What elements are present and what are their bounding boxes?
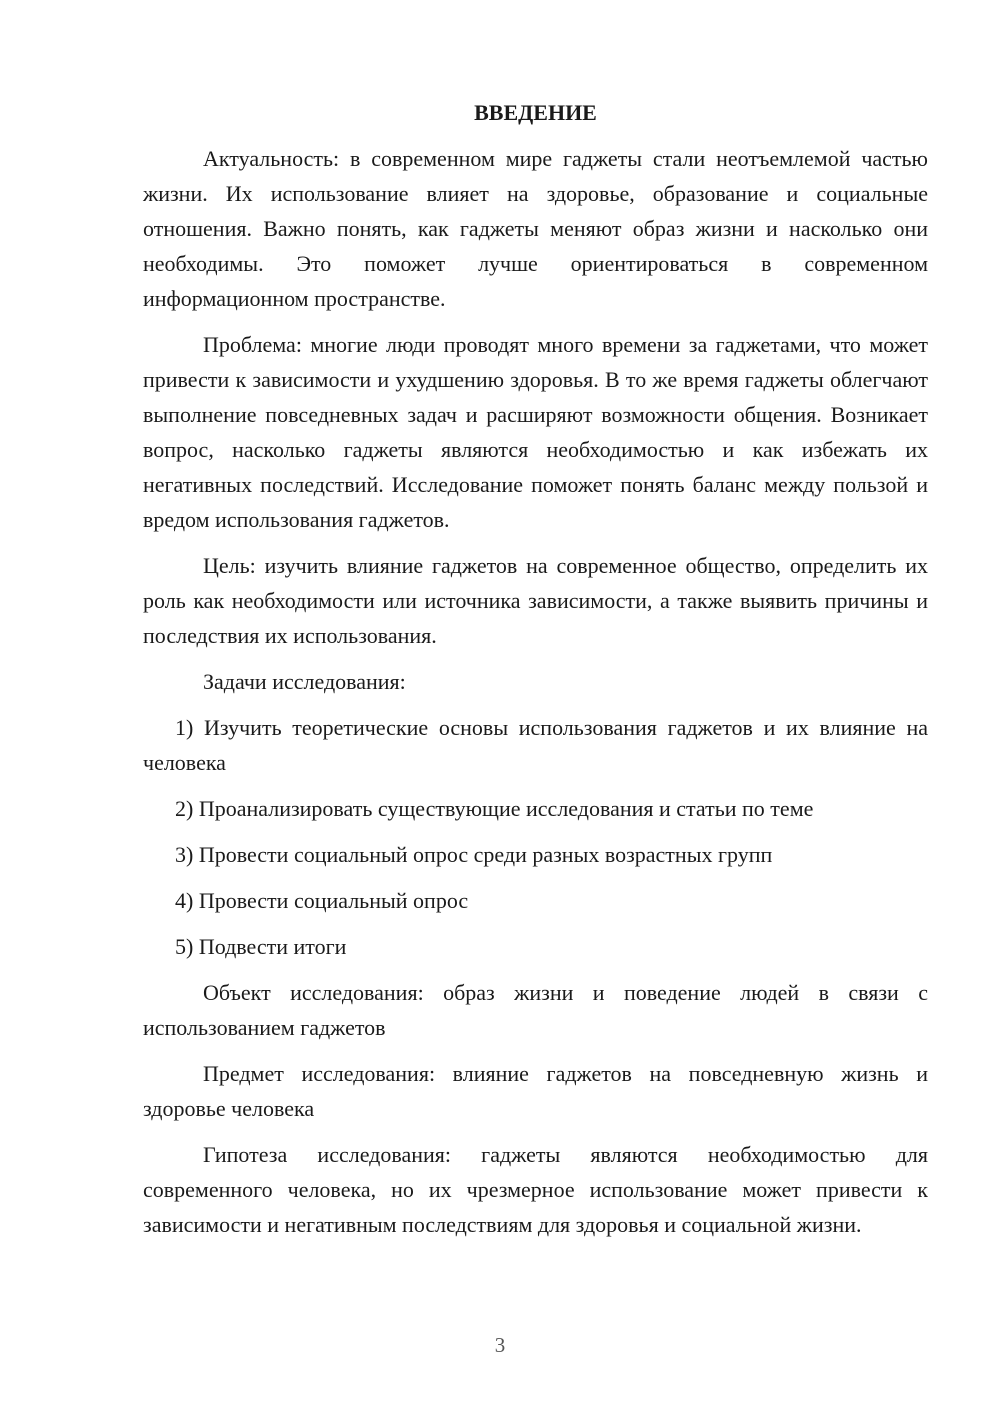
paragraph-hypothesis: Гипотеза исследования: гаджеты являются необходимостью для современного человека, но их чрезмерное использование может привести к зависимости и негативным последствиям для здоровья и социальной жизни.: [143, 1142, 928, 1237]
paragraph-goal: Цель: изучить влияние гаджетов на современное общество, определить их роль как необходимости или источника зависимости, а также выявить причины и последствия их использования.: [143, 553, 928, 648]
document-page: [143, 95, 928, 1253]
task-item: 2) Проанализировать существующие исследования и статьи по теме: [175, 796, 814, 821]
task-item: 5) Подвести итоги: [175, 934, 347, 959]
page-number: 3: [494, 1333, 506, 1357]
section-title: ВВЕДЕНИЕ: [474, 100, 597, 125]
task-item: 1) Изучить теоретические основы использования гаджетов и их влияние на человека: [143, 715, 928, 775]
paragraph-actuality: Актуальность: в современном мире гаджеты стали неотъемлемой частью жизни. Их использование влияет на здоровье, образование и социальные отношения. Важно понять, как гаджеты меняют образ жизни и насколько они необходимы. Это поможет лучше ориентироваться в современном информационном пространстве.: [143, 146, 928, 311]
paragraph-problem: Проблема: многие люди проводят много времени за гаджетами, что может привести к зависимости и ухудшению здоровья. В то же время гаджеты облегчают выполнение повседневных задач и расширяют возможности общения. Возникает вопрос, насколько гаджеты являются необходимостью и как избежать их негативных последствий. Исследование поможет понять баланс между пользой и вредом использования гаджетов.: [143, 332, 928, 532]
task-item: 4) Провести социальный опрос: [175, 888, 469, 913]
task-item: 3) Провести социальный опрос среди разных возрастных групп: [175, 842, 773, 867]
tasks-heading: Задачи исследования:: [203, 669, 406, 694]
paragraph-subject: Предмет исследования: влияние гаджетов на повседневную жизнь и здоровье человека: [143, 1061, 928, 1121]
paragraph-object: Объект исследования: образ жизни и поведение людей в связи с использованием гаджетов: [143, 980, 928, 1040]
tasks-list: [143, 710, 928, 964]
